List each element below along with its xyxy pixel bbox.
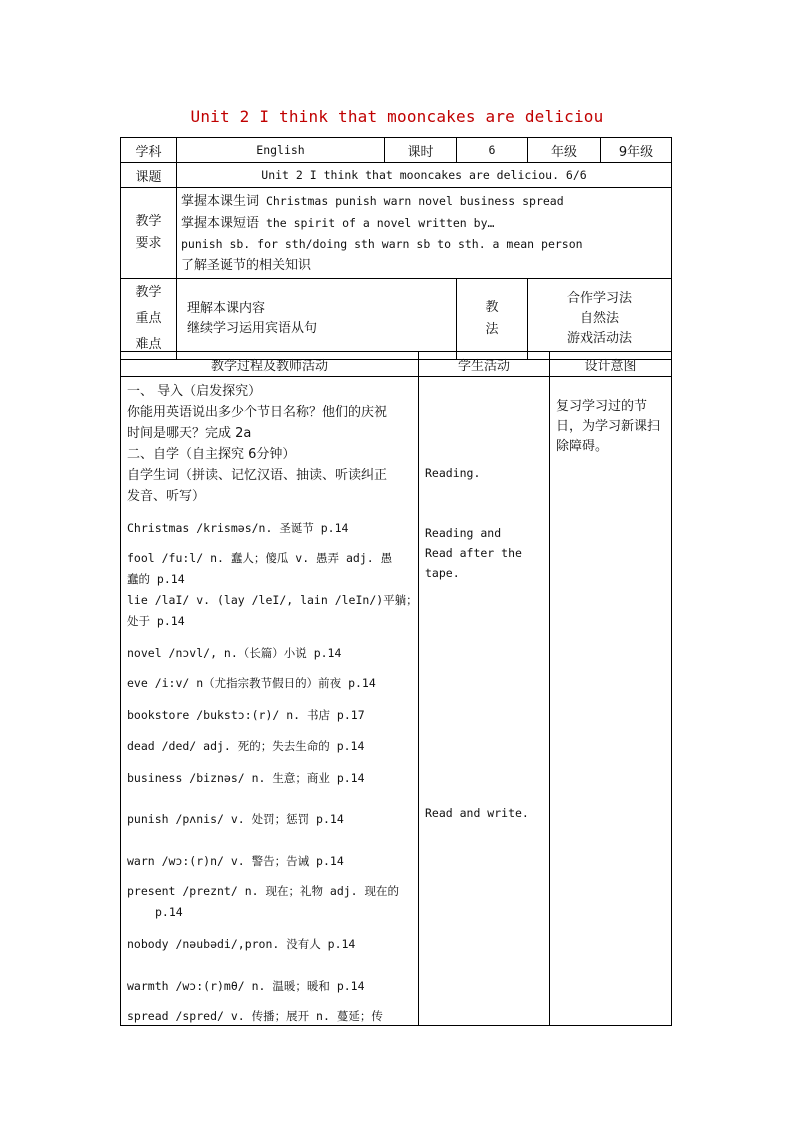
method-3: 游戏活动法	[566, 331, 632, 346]
process-header-row	[121, 352, 672, 377]
vocab-present-line-2: p.14	[155, 905, 183, 919]
goals-line-2	[181, 212, 667, 234]
goals-line-1	[181, 190, 667, 212]
vocab-lie-line-1: lie /laI/ v. (lay /leI/, lain /leIn/)平躺；	[127, 593, 418, 607]
student-activity-2-line-2: Read after the	[425, 546, 522, 560]
vocab-lie-line-2: 处于 p.14	[127, 614, 185, 628]
section-2-title: 二、自学（自主探究 6分钟）	[127, 447, 296, 462]
design-line-2: 日，为学习新课扫	[556, 419, 661, 434]
grade-label: 年级	[528, 138, 601, 163]
period-value: 6	[457, 138, 528, 163]
goals-row	[121, 188, 672, 279]
section-1-line-2: 时间是哪天？完成 2a	[127, 426, 252, 441]
topic-label: 课题	[121, 163, 177, 188]
key-points-label-line3: 难点	[135, 337, 162, 352]
process-content	[121, 377, 419, 1026]
student-activity-content	[419, 377, 550, 1026]
vocab-warn: warn /wɔ:(r)n/ v. 警告；告诫 p.14	[127, 854, 344, 868]
method-label	[457, 279, 528, 360]
vocab-fool-line-1: fool /fu:l/ n. 蠢人；傻瓜 v. 愚弄 adj. 愚	[127, 551, 393, 565]
grade-value: 9年级	[601, 138, 672, 163]
section-2-line-1: 自学生词（拼读、记忆汉语、抽读、听读纠正	[127, 468, 388, 483]
vocab-warmth: warmth /wɔ:(r)mθ/ n. 温暖；暖和 p.14	[127, 979, 365, 993]
design-col-header: 设计意图	[550, 352, 672, 377]
goals-label-line2: 要求	[135, 236, 162, 251]
methods-content	[528, 279, 672, 360]
section-1-title: 一、 导入（启发探究）	[127, 384, 262, 399]
lesson-info-table	[120, 137, 672, 360]
design-intent-content	[550, 377, 672, 1026]
key-point-1: 理解本课内容	[187, 301, 266, 316]
vocab-nobody: nobody /nəubədi/,pron. 没有人 p.14	[127, 937, 356, 951]
goals-line-2-en: the spirit of a novel written by…	[259, 216, 495, 230]
vocab-spread: spread /spred/ v. 传播；展开 n. 蔓延；传	[127, 1009, 383, 1023]
vocab-bookstore: bookstore /bukstɔ:(r)/ n. 书店 p.17	[127, 708, 365, 722]
vocab-present-line-1: present /preznt/ n. 现在；礼物 adj. 现在的	[127, 884, 400, 898]
goals-content	[177, 188, 672, 279]
process-body-row	[121, 377, 672, 1026]
method-label-line1: 教	[485, 300, 499, 315]
design-line-3: 除障碍。	[556, 439, 609, 454]
method-2: 自然法	[579, 311, 619, 326]
student-activity-2-line-1: Reading and	[425, 526, 502, 540]
period-label: 课时	[385, 138, 457, 163]
key-points-content	[177, 279, 457, 360]
method-label-line2: 法	[485, 322, 499, 337]
topic-value: Unit 2 I think that mooncakes are deliciou. 6/6	[177, 163, 672, 188]
key-points-label-line1: 教学	[135, 285, 162, 300]
section-1-line-1: 你能用英语说出多少个节日名称？他们的庆祝	[127, 405, 388, 420]
key-point-2: 继续学习运用宾语从句	[187, 321, 318, 336]
vocab-fool-line-2: 蠢的 p.14	[127, 572, 185, 586]
student-activity-3: Read and write.	[425, 806, 529, 820]
subject-value: English	[177, 138, 385, 163]
key-points-row	[121, 279, 672, 360]
process-col-header: 教学过程及教师活动	[121, 352, 419, 377]
key-points-label-line2: 重点	[135, 311, 162, 326]
goals-line-2-cn: 掌握本课短语	[181, 216, 260, 231]
key-points-label	[121, 279, 177, 360]
method-1: 合作学习法	[566, 291, 632, 306]
design-line-1: 复习学习过的节	[556, 399, 648, 414]
section-2-line-2: 发音、听写）	[127, 489, 206, 504]
goals-line-1-en: Christmas punish warn novel business spread	[259, 194, 564, 208]
goals-line-1-cn: 掌握本课生词	[181, 194, 260, 209]
goals-label	[121, 188, 177, 279]
vocab-punish: punish /pʌnis/ v. 处罚；惩罚 p.14	[127, 812, 344, 826]
goals-line-3: punish sb. for sth/doing sth warn sb to sth. a mean person	[181, 237, 583, 251]
info-row	[121, 138, 672, 163]
topic-row	[121, 163, 672, 188]
teaching-process-table	[120, 351, 672, 1026]
vocab-eve: eve /i:v/ n（尤指宗教节假日的）前夜 p.14	[127, 676, 376, 690]
student-activity-2-line-3: tape.	[425, 566, 460, 580]
vocab-dead: dead /ded/ adj. 死的；失去生命的 p.14	[127, 739, 365, 753]
goals-label-line1: 教学	[135, 214, 162, 229]
subject-label: 学科	[121, 138, 177, 163]
student-col-header: 学生活动	[419, 352, 550, 377]
goals-line-4: 了解圣诞节的相关知识	[181, 258, 312, 273]
vocab-business: business /biznəs/ n. 生意；商业 p.14	[127, 771, 365, 785]
student-activity-1: Reading.	[425, 466, 481, 480]
vocab-novel: novel /nɔvl/, n.（长篇）小说 p.14	[127, 646, 342, 660]
vocab-christmas: Christmas /krisməs/n. 圣诞节 p.14	[127, 521, 349, 535]
document-title: Unit 2 I think that mooncakes are deliciou	[190, 107, 604, 126]
